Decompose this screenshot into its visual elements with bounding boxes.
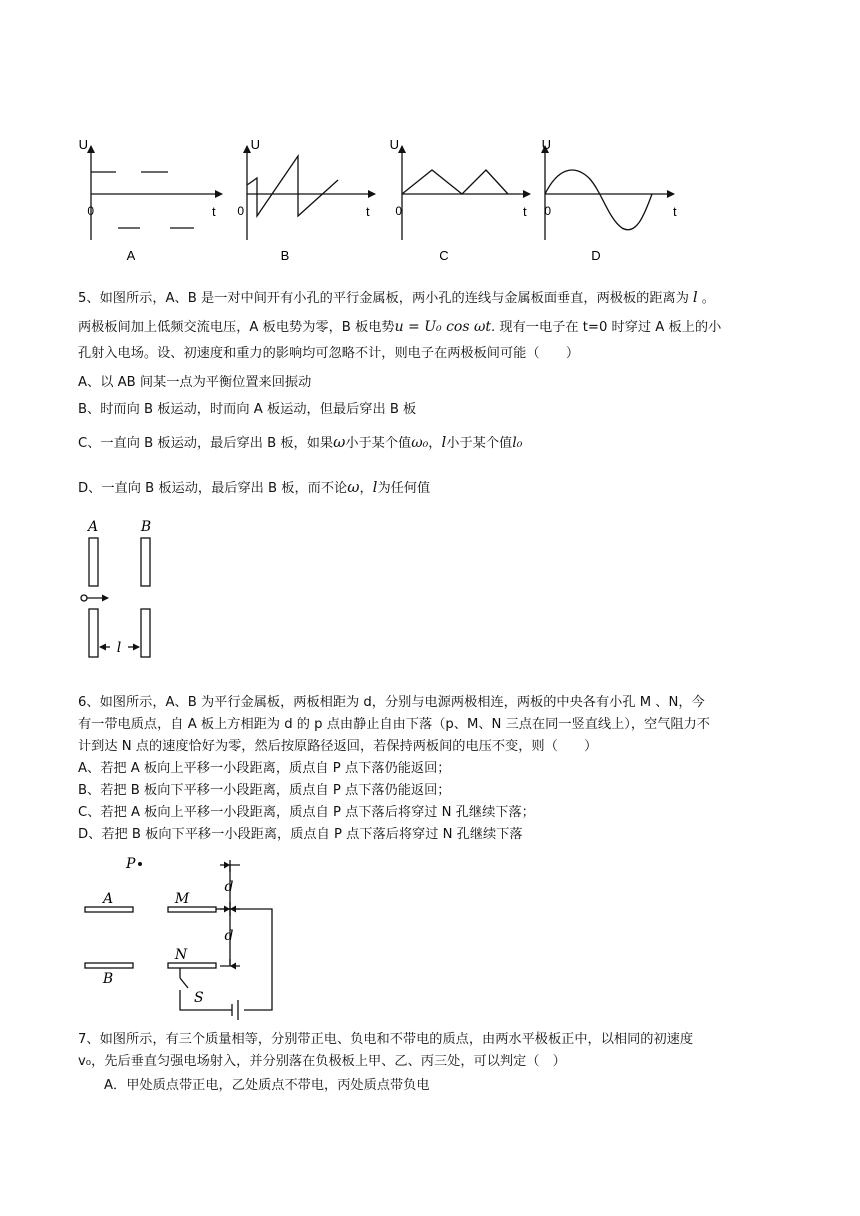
graph-d-sine	[545, 170, 652, 230]
label-d-lower: d	[224, 928, 234, 944]
graph-a-xlabel: t	[212, 204, 216, 219]
graph-a-letter: A	[126, 248, 136, 263]
graph-c-xlabel: t	[523, 204, 527, 219]
q6-option-b: B、若把 B 板向下平移一小段距离，质点自 P 点下落仍能返回；	[78, 783, 451, 798]
graph-d-xlabel: t	[673, 204, 677, 219]
point-p-dot	[138, 862, 142, 866]
q6-option-d: D、若把 B 板向下平移一小段距离，质点自 P 点下落后将穿过 N 孔继续下落	[78, 827, 523, 842]
plate-a-bottom	[89, 609, 98, 657]
graph-d-origin: 0	[544, 204, 551, 218]
point-p-label: P	[126, 856, 136, 872]
gap-label: l	[116, 640, 122, 656]
q5-option-a: A、以 AB 间某一点为平衡位置来回振动	[78, 375, 312, 390]
q7-line-2: v₀，先后垂直匀强电场射入，并分别落在负极板上甲、乙、丙三处，可以判定（ ）	[78, 1054, 566, 1069]
graph-d-ylabel: U	[541, 137, 551, 152]
circuit-wire	[180, 990, 232, 1010]
graph-c-ylabel: U	[389, 137, 399, 152]
label-n: N	[174, 947, 188, 963]
label-a: A	[102, 891, 114, 907]
plate-b-label: B	[140, 519, 152, 535]
graph-b-ylabel: U	[250, 137, 260, 152]
q5-option-d: D、一直向 B 板运动，最后穿出 B 板，而不论ω，l为任何值	[78, 478, 431, 496]
label-b: B	[102, 971, 114, 987]
plate-a-top	[89, 538, 98, 586]
plate-n	[168, 963, 216, 968]
plate-b	[85, 963, 133, 968]
plate-m	[168, 907, 216, 912]
graph-c-letter: C	[439, 248, 449, 263]
plate-b-bottom	[141, 609, 150, 657]
graphs-figure	[70, 132, 690, 268]
graph-b-letter: B	[280, 248, 290, 263]
graph-c-origin: 0	[395, 204, 402, 218]
circuit-wire	[216, 909, 272, 1010]
plate-b-top	[141, 538, 150, 586]
q6-line-3: 计到达 N 点的速度恰好为零，然后按原路径返回，若保持两板间的电压不变，则（ ）	[78, 739, 598, 754]
plate-a	[85, 907, 133, 912]
var-l: l	[692, 288, 698, 306]
graph-b-sawtooth	[247, 156, 338, 216]
electron-dot	[81, 595, 87, 601]
label-m: M	[174, 891, 190, 907]
graph-d-letter: D	[591, 248, 601, 263]
q7-option-a: A．甲处质点带正电，乙处质点不带电，丙处质点带负电	[104, 1078, 430, 1093]
q5-option-c: C、一直向 B 板运动，最后穿出 B 板，如果ω小于某个值ω₀，l小于某个值l₀	[78, 433, 523, 451]
graph-a-origin: 0	[87, 204, 94, 218]
q6-option-c: C、若把 A 板向上平移一小段距离，质点自 P 点下落后将穿过 N 孔继续下落；	[78, 805, 535, 820]
q6-line-2: 有一带电质点，自 A 板上方相距为 d 的 p 点由静止自由下落（p、M、N 三点在同一竖直线上），空气阻力不	[78, 717, 710, 732]
q5-line-2: 两极板间加上低频交流电压，A 板电势为零，B 板电势u = U₀ cos ωt. 现有一电子在 t=0 时穿过 A 板上的小	[78, 319, 722, 335]
graph-b-origin: 0	[237, 204, 244, 218]
q5-option-b: B、时而向 B 板运动，时而向 A 板运动，但最后穿出 B 板	[78, 402, 417, 417]
graph-c-triangle	[402, 170, 508, 194]
graph-a-ylabel: U	[78, 137, 88, 152]
plate-a-label: A	[87, 519, 99, 535]
q5-plates-figure	[74, 514, 164, 664]
q6-circuit-figure	[80, 850, 280, 1020]
q5-line-3: 孔射入电场。设、初速度和重力的影响均可忽略不计，则电子在两极板间可能（ ）	[78, 346, 580, 361]
q6-line-1: 6、如图所示，A、B 为平行金属板，两板相距为 d，分别与电源两极相连，两板的中央各有小孔 M 、N，今	[78, 695, 705, 710]
graph-b-xlabel: t	[366, 204, 370, 219]
q7-line-1: 7、如图所示，有三个质量相等，分别带正电、负电和不带电的质点，由两水平极板正中，以相同的初速度	[78, 1032, 694, 1047]
label-s: S	[194, 990, 204, 1006]
q6-option-a: A、若把 A 板向上平移一小段距离，质点自 P 点下落仍能返回；	[78, 761, 451, 776]
label-d-upper: d	[224, 879, 234, 895]
formula-u: u = U₀ cos ωt	[394, 319, 492, 335]
q5-line-1: 5、如图所示，A、B 是一对中间开有小孔的平行金属板，两小孔的连线与金属板面垂直，两极板的距离为 l 。	[78, 288, 715, 306]
switch-blade	[180, 978, 188, 988]
